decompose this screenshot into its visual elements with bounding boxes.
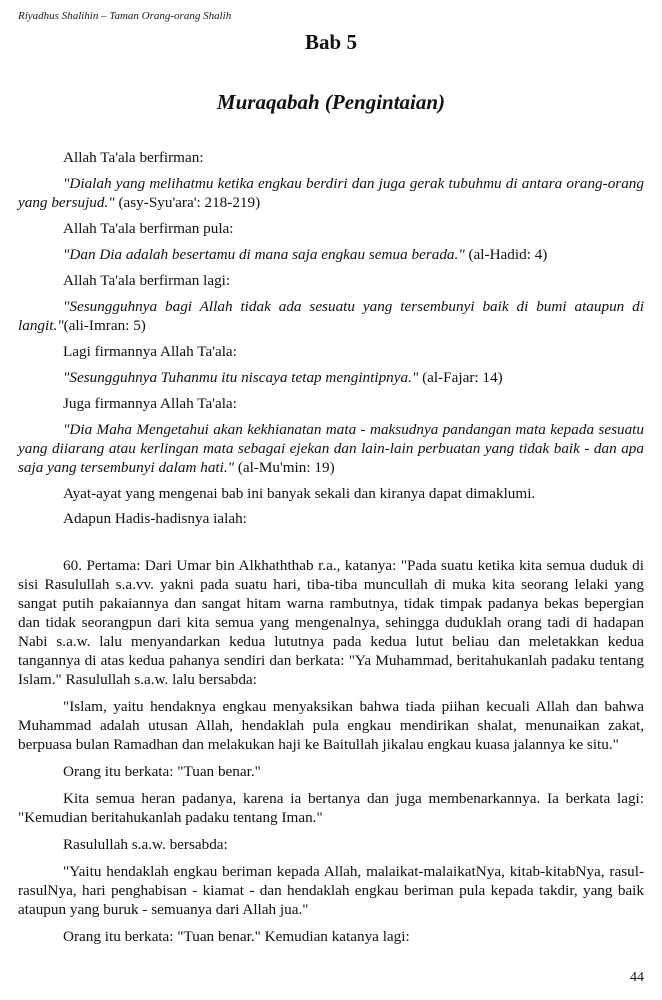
verse-text: "Sesungguhnya bagi Allah tidak ada sesuatu yang tersembunyi baik di bumi ataupun di langit." — [18, 298, 644, 334]
page-body — [18, 148, 644, 954]
page-number: 44 — [630, 970, 644, 985]
hadith-section — [18, 556, 644, 946]
verse-reference: (asy-Syu'ara': 218-219) — [114, 194, 261, 211]
chapter-title: Muraqabah (Pengintaian) — [216, 90, 446, 114]
hadith-paragraph: Rasulullah s.a.w. bersabda: — [63, 836, 228, 853]
verse-intro: Allah Ta'ala berfirman lagi: — [63, 272, 231, 289]
verse-intro: Juga firmannya Allah Ta'ala: — [63, 395, 237, 412]
chapter-number: Bab 5 — [305, 30, 357, 54]
verse-text: "Dia Maha Mengetahui akan kekhianatan mata - maksudnya pandangan mata kepada sesuatu yang diiarang atau kerlingan mata sebagai ejekan dan lain-lain perbuatan yang tidak baik - dan apa saja yang tersembunyi dalam hati." — [18, 421, 644, 476]
verse-reference: (al-Fajar: 14) — [418, 369, 503, 386]
verse-reference: (al-Mu'min: 19) — [234, 459, 335, 476]
verse-quote — [18, 245, 644, 264]
verse-quote — [18, 420, 644, 477]
verse-intro: Allah Ta'ala berfirman pula: — [63, 220, 234, 237]
closing-paragraph: Adapun Hadis-hadisnya ialah: — [63, 510, 247, 527]
verse-intro: Lagi firmannya Allah Ta'ala: — [63, 343, 237, 360]
verse-text: "Dialah yang melihatmu ketika engkau berdiri dan juga gerak tubuhmu di antara orang-orang yang bersujud." — [18, 175, 644, 211]
verse-intro: Allah Ta'ala berfirman: — [63, 149, 204, 166]
hadith-paragraph: "Yaitu hendaklah engkau beriman kepada Allah, malaikat-malaikatNya, kitab-kitabNya, rasul-rasulNya, hari penghabisan - kiamat - dan hendaklah engkau beriman pula kepada takdir, yang baik ataupun yang buruk - semuanya dari Allah jua." — [18, 863, 644, 918]
verse-quote — [18, 174, 644, 212]
verse-text: "Sesungguhnya Tuhanmu itu niscaya tetap mengintipnya." — [63, 369, 419, 386]
section-gap — [18, 534, 644, 556]
hadith-paragraph: Orang itu berkata: "Tuan benar." Kemudian katanya lagi: — [63, 928, 410, 945]
verse-quote — [18, 368, 644, 387]
closing-paragraph: Ayat-ayat yang mengenai bab ini banyak sekali dan kiranya dapat dimaklumi. — [63, 485, 536, 502]
running-header: Riyadhus Shalihin – Taman Orang-orang Shalih — [18, 10, 232, 22]
verse-quote — [18, 297, 644, 335]
verse-reference: (ali-Imran: 5) — [63, 317, 146, 334]
hadith-paragraph: Orang itu berkata: "Tuan benar." — [63, 763, 261, 780]
verse-text: "Dan Dia adalah besertamu di mana saja engkau semua berada." — [63, 246, 465, 263]
hadith-paragraph: Kita semua heran padanya, karena ia bertanya dan juga membenarkannya. Ia berkata lagi: "Kemudian beritahukanlah padaku tentang Iman." — [18, 790, 644, 826]
hadith-paragraph: "Islam, yaitu hendaknya engkau menyaksikan bahwa tiada piihan kecuali Allah dan bahwa Muhammad adalah utusan Allah, hendaklah pula engkau mendirikan shalat, menunaikan zakat, berpuasa bulan Ramadhan dan melakukan haji ke Baitullah jikalau engkau kuasa jalannya ke situ." — [18, 698, 644, 753]
verse-reference: (al-Hadid: 4) — [464, 246, 548, 263]
hadith-paragraph: 60. Pertama: Dari Umar bin Alkhaththab r.a., katanya: "Pada suatu ketika kita semua duduk di sisi Rasulullah s.a.vv. yakni pada suatu hari, tiba-tiba muncullah di muka kita seorang lelaki yang sangat putih pakaiannya dan sangat hitam warna rambutnya, tidak timpak padanya bekas bepergian dan tidak seorangpun dari kita semua yang mengenalnya, sehingga duduklah orang tadi di hadapan Nabi s.a.w. lalu menyandarkan kedua lututnya pada kedua lutut beliau dan meletakkan kedua tangannya di atas kedua pahanya sendiri dan berkata: "Ya Muhammad, beritahukanlah padaku tentang Islam." Rasulullah s.a.w. lalu bersabda: — [18, 557, 644, 688]
